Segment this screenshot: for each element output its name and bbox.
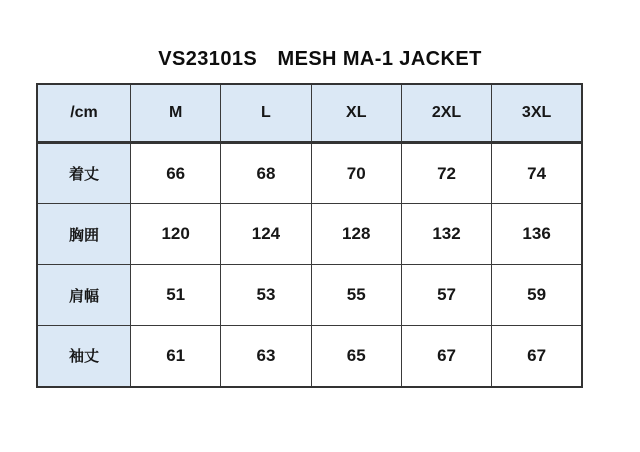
table-cell: 66 <box>131 143 221 204</box>
table-cell: 51 <box>131 265 221 326</box>
row-label: 胸囲 <box>37 204 131 265</box>
size-chart-table <box>36 83 583 388</box>
table-head <box>37 84 582 143</box>
table-cell: 59 <box>492 265 582 326</box>
table-body <box>37 143 582 387</box>
table-cell: 128 <box>311 204 401 265</box>
column-header-2xl: 2XL <box>401 84 491 143</box>
table-cell: 57 <box>401 265 491 326</box>
table-header-row <box>37 84 582 143</box>
table-cell: 124 <box>221 204 311 265</box>
table-cell: 136 <box>492 204 582 265</box>
table-cell: 67 <box>492 326 582 387</box>
table-cell: 120 <box>131 204 221 265</box>
table-cell: 72 <box>401 143 491 204</box>
table-cell: 74 <box>492 143 582 204</box>
table-cell: 61 <box>131 326 221 387</box>
table-cell: 65 <box>311 326 401 387</box>
row-label: 肩幅 <box>37 265 131 326</box>
row-label: 着丈 <box>37 143 131 204</box>
column-header-3xl: 3XL <box>492 84 582 143</box>
table-cell: 63 <box>221 326 311 387</box>
table-cell: 70 <box>311 143 401 204</box>
table-cell: 68 <box>221 143 311 204</box>
column-header-xl: XL <box>311 84 401 143</box>
row-label: 袖丈 <box>37 326 131 387</box>
column-header-m: M <box>131 84 221 143</box>
column-header-l: L <box>221 84 311 143</box>
table-row-chest <box>37 204 582 265</box>
table-cell: 55 <box>311 265 401 326</box>
table-row-shoulder <box>37 265 582 326</box>
table-row-sleeve <box>37 326 582 387</box>
page-title: VS23101S MESH MA-1 JACKET <box>158 48 482 70</box>
table-cell: 53 <box>221 265 311 326</box>
unit-header-cell: /cm <box>37 84 131 143</box>
table-cell: 67 <box>401 326 491 387</box>
table-cell: 132 <box>401 204 491 265</box>
table-row-body-length <box>37 143 582 204</box>
